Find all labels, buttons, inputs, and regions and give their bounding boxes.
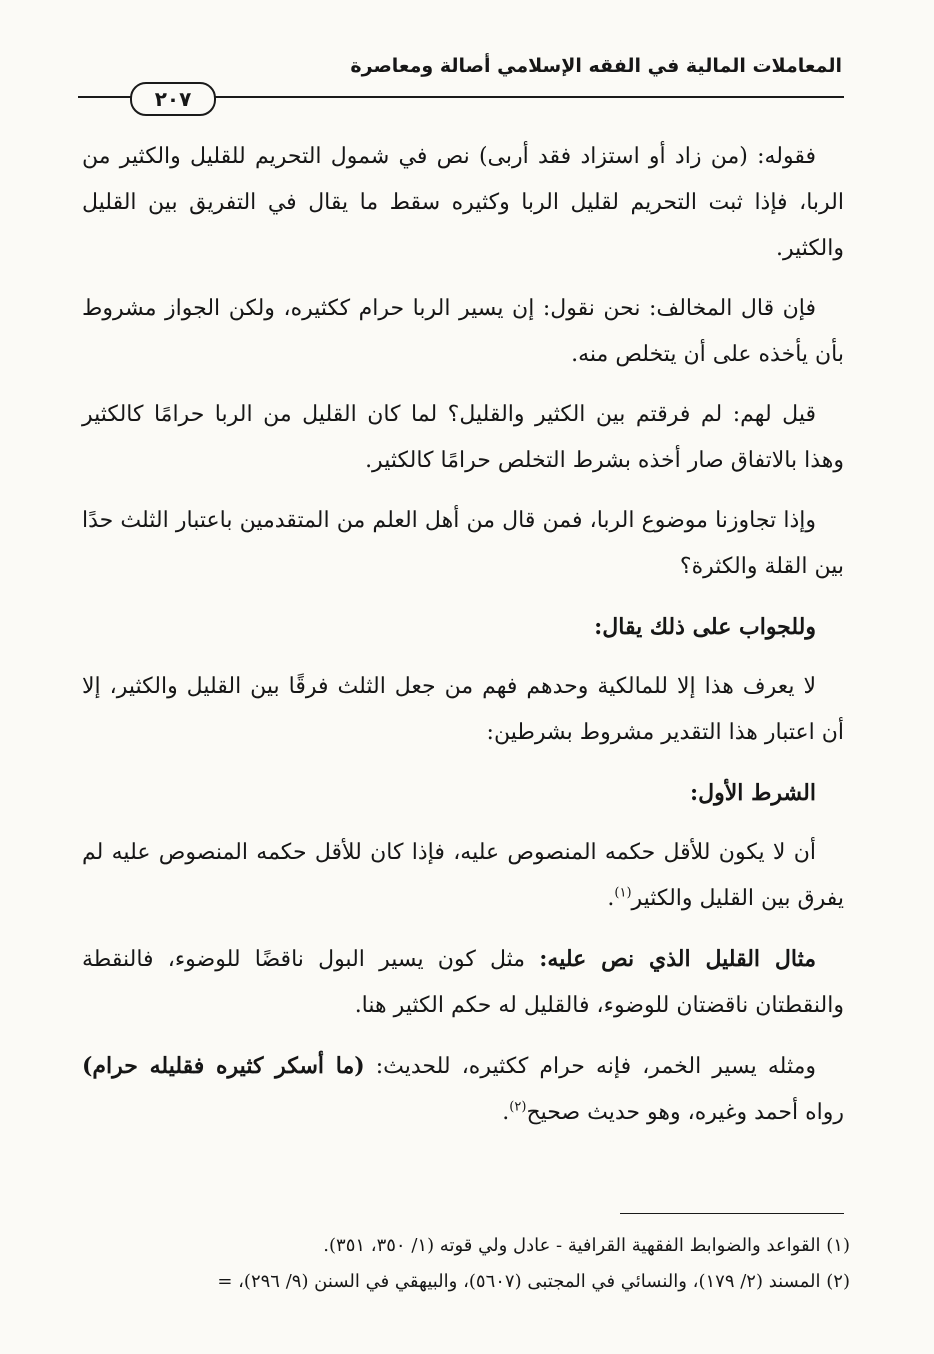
paragraph-7-text: مثل كون يسير البول ناقضًا للوضوء، فالنقطة والنقطتان ناقضتان للوضوء، فالقليل له حكم الكثير هنا.: [82, 947, 844, 1018]
paragraph-6: [82, 830, 844, 922]
footnote-2: (٢) المسند (٢/ ١٧٩)، والنسائي في المجتبى (٥٦٠٧)، والبيهقي في السنن (٩/ ٢٩٦)، =: [217, 1271, 850, 1292]
paragraph-6-text: أن لا يكون للأقل حكمه المنصوص عليه، فإذا كان للأقل حكمه المنصوص عليه لم يفرق بين القليل والكثير: [82, 840, 844, 911]
heading-first-condition: الشرط الأول:: [690, 780, 816, 806]
heading-answer: وللجواب على ذلك يقال:: [594, 614, 816, 640]
paragraph-6-end: .: [607, 886, 615, 911]
paragraph-7-lead: مثال القليل الذي نص عليه:: [539, 946, 816, 972]
paragraph-5: لا يعرف هذا إلا للمالكية وحدهم فهم من جعل الثلث فرقًا بين القليل والكثير، إلا أن اعتبار هذا التقدير مشروط بشرطين:: [82, 674, 844, 745]
paragraph-7: [82, 936, 844, 1029]
paragraph-8: [82, 1043, 844, 1136]
hadith-quote: (ما أسكر كثيره فقليله حرام): [82, 1053, 365, 1079]
paragraph-2: فإن قال المخالف: نحن نقول: إن يسير الربا حرام ككثيره، ولكن الجواز مشروط بأن يأخذه على أن يتخلص منه.: [82, 296, 844, 367]
footnote-ref-2: (٢): [509, 1099, 527, 1115]
footnote-1: (١) القواعد والضوابط الفقهية القرافية - عادل ولي قوته (١/ ٣٥٠، ٣٥١).: [323, 1235, 850, 1256]
paragraph-3: قيل لهم: لم فرقتم بين الكثير والقليل؟ لما كان القليل من الربا حرامًا كالكثير وهذا بالاتفاق صار أخذه بشرط التخلص حرامًا كالكثير.: [82, 402, 844, 473]
footnote-ref-1: (١): [614, 885, 632, 901]
paragraph-8-start: ومثله يسير الخمر، فإنه حرام ككثيره، للحديث:: [364, 1054, 816, 1079]
footnote-rule: [620, 1213, 844, 1214]
paragraph-8-end: .: [502, 1100, 510, 1125]
running-header-title: المعاملات المالية في الفقه الإسلامي أصالة ومعاصرة: [350, 55, 842, 77]
page-number: ٢٠٧: [130, 82, 216, 116]
paragraph-8-mid: رواه أحمد وغيره، وهو حديث صحيح: [526, 1100, 844, 1125]
footnotes: [80, 1228, 850, 1300]
paragraph-1: فقوله: (من زاد أو استزاد فقد أربى) نص في شمول التحريم للقليل والكثير من الربا، فإذا ثبت التحريم لقليل الربا وكثيره سقط ما يقال في التفريق بين القليل والكثير.: [82, 144, 844, 261]
body-text: [82, 134, 844, 1150]
paragraph-4: وإذا تجاوزنا موضوع الربا، فمن قال من أهل العلم من المتقدمين باعتبار الثلث حدًا بين القلة والكثرة؟: [82, 508, 844, 579]
